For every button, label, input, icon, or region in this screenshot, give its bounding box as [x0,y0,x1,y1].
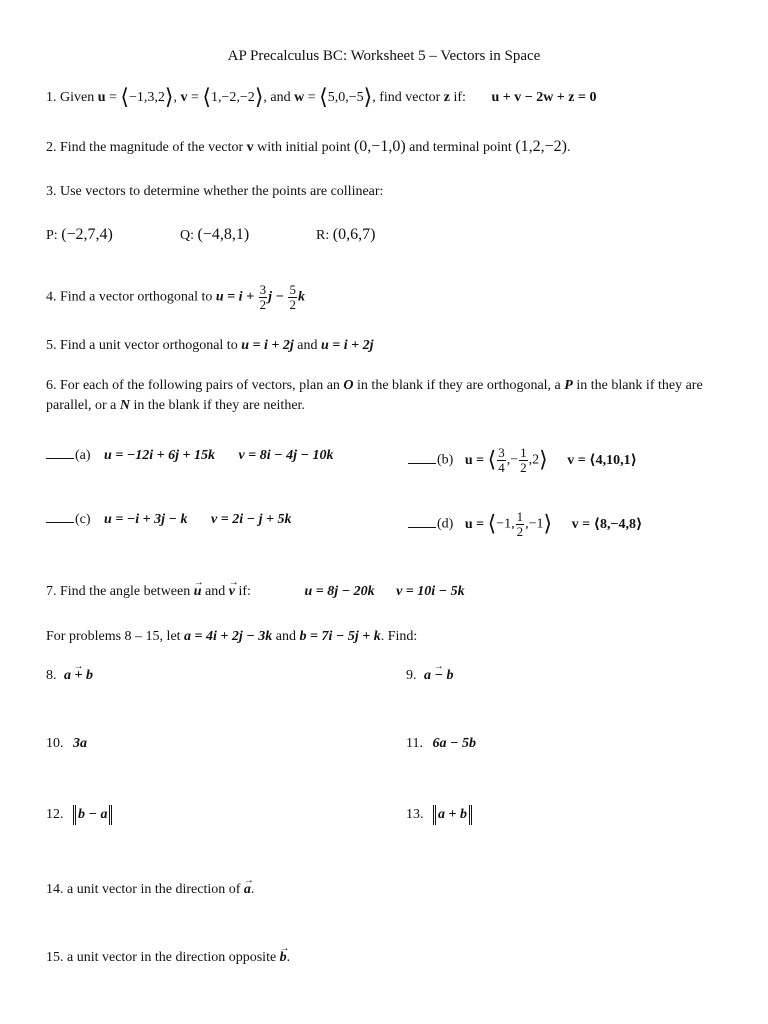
problem-6c: (c) u = −i + 3j − k v = 2i − j + 5k [46,510,291,529]
problem-8: 8. → a + b [46,667,93,685]
problem-6-line-2: parallel, or a N in the blank if they are neither. [46,398,305,413]
answer-blank[interactable] [46,510,74,523]
worksheet-title: AP Precalculus BC: Worksheet 5 – Vectors in Space [227,48,541,64]
fraction: $\frac{3}{2}$ [259,282,267,312]
problems-8-15-intro: For problems 8 – 15, let a = 4i + 2j − 3k and b = 7i − 5j + k. Find: [46,629,418,644]
problem-7: 7. Find the angle between → u and → v if: u = 8j − 20k v = 10i − 5k [46,583,465,601]
fraction: $\frac{3}{4}$ [498,445,505,475]
problem-4: 4. Find a vector orthogonal to u = i + $\frac{3}{2}$ j − $\frac{5}{2}$ k [46,282,305,312]
problem-12: 12. b − a [46,805,112,825]
point-q: Q: (−4,8,1) [180,226,250,243]
problem-6d: (d) u = ⟨−1, $\frac{1}{2}$ ,−1⟩ v = ⟨8,−4,8⟩ [408,510,642,539]
problem-6a: (a) u = −12i + 6j + 15k v = 8i − 4j − 10k [46,446,333,465]
problem-15: 15. a unit vector in the direction opposite → b. [46,949,290,967]
answer-blank[interactable] [408,515,436,528]
problem-14: 14. a unit vector in the direction of → a. [46,881,254,899]
problem-9: 9. → a − b [406,667,453,685]
problem-2: 2. Find the magnitude of the vector v with initial point (0,−1,0) and terminal point (1,2,−2). [46,138,571,155]
fraction: $\frac{1}{2}$ [516,509,524,539]
magnitude-bars: b − a [73,805,112,825]
problem-11: 11. 6a − 5b [406,736,476,751]
problem-1: 1. Given u = ⟨−1,3,2⟩, v = ⟨1,−2,−2⟩, and w = ⟨5,0,−5⟩, find vector z if: u + v − 2w + z = 0 [46,84,597,109]
answer-blank[interactable] [408,451,436,464]
problem-13: 13. a + b [406,805,472,825]
problem-10: 10. 3a [46,736,87,751]
fraction: $\frac{5}{2}$ [289,282,296,312]
answer-blank[interactable] [46,446,74,459]
problem-6-line-1: 6. For each of the following pairs of vectors, plan an O in the blank if they are orthogonal, a P in the blank if they are [46,378,703,393]
point-p: P: (−2,7,4) [46,226,113,243]
problem-5: 5. Find a unit vector orthogonal to u = i + 2j and u = i + 2j [46,338,374,353]
point-r: R: (0,6,7) [316,226,376,243]
magnitude-bars: a + b [433,805,472,825]
problem-6b: (b) u = ⟨ $\frac{3}{4}$ ,− $\frac{1}{2}$ ,2⟩ v = ⟨4,10,1⟩ [408,446,637,475]
problem-3: 3. Use vectors to determine whether the points are collinear: [46,184,384,199]
fraction: $\frac{1}{2}$ [520,445,527,475]
